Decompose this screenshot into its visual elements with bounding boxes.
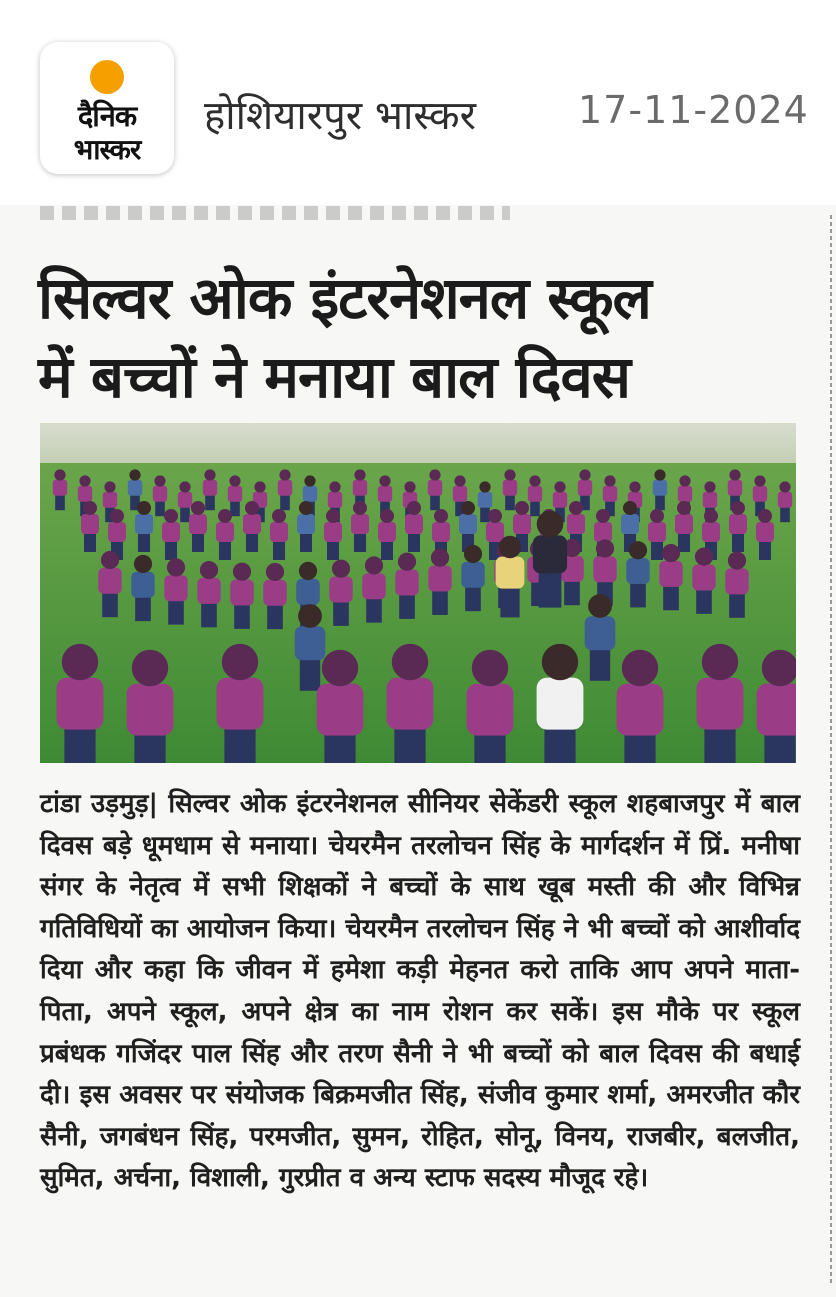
- headline-line2: में बच्चों ने मनाया बाल दिवस: [38, 343, 630, 411]
- app-header: [0, 0, 836, 200]
- logo-text-line2: भास्कर: [73, 133, 141, 166]
- article-body: [40, 784, 800, 1200]
- logo-text-line1: दैनिक: [77, 99, 137, 133]
- article-body-text: सिल्वर ओक इंटरनेशनल सीनियर सेकेंडरी स्कूल शहबाजपुर में बाल दिवस बड़े धूमधाम से मनाया। चेयरमैन तरलोचन सिंह के मार्गदर्शन में प्रिं. मनीषा संगर के नेतृत्व में सभी शिक्षकों ने बच्चों के साथ खूब मस्ती की और विभिन्न गतिविधियों का आयोजन किया। चेयरमैन तरलोचन सिंह ने भी बच्चों को आशीर्वाद दिया और कहा कि जीवन में हमेशा कड़ी मेहनत करो ताकि आप अपने माता-पिता, अपने स्कूल, अपने क्षेत्र का नाम रोशन कर सकें। इस मौके पर स्कूल प्रबंधक गजिंदर पाल सिंह और तरण सैनी ने भी बच्चों को बाल दिवस की बधाई दी। इस अवसर पर संयोजक बिक्रमजीत सिंह, संजीव कुमार शर्मा, अमरजीत कौर सैनी, जगबंधन सिंह, परमजीत, सुमन, रोहित, सोनू, विनय, राजबीर, बलजीत, सुमित, अर्चना, विशाली, गुरप्रीत व अन्य स्टाफ सदस्य मौजूद रहे।: [40, 789, 800, 1194]
- logo-sun-icon: [90, 60, 124, 94]
- edition-date: 17-11-2024: [578, 88, 809, 132]
- dateline: टांडा उड़मुड़: [40, 789, 149, 819]
- dateline-separator: |: [148, 789, 169, 819]
- torn-text-edge: [40, 206, 510, 220]
- edition-name: होशियारपुर भास्कर: [204, 93, 476, 139]
- headline-line1: सिल्वर ओक इंटरनेशनल स्कूल: [38, 264, 651, 332]
- dainik-bhaskar-logo[interactable]: [40, 42, 174, 174]
- article-photo: [40, 423, 796, 763]
- children-circle-photo: [40, 423, 796, 763]
- column-rule: [830, 215, 832, 1285]
